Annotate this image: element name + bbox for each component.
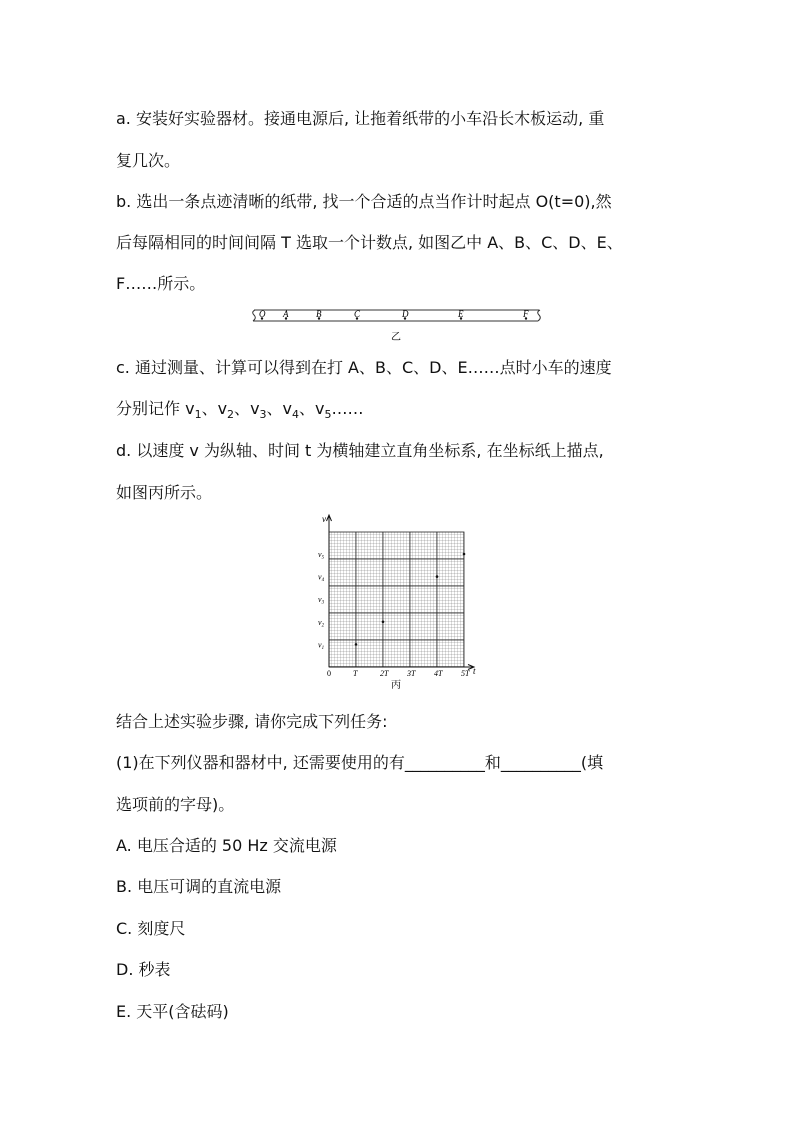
question-1-line-1: (1)在下列仪器和器材中, 还需要使用的有__________和__________(填 xyxy=(116,753,604,772)
tape-label-B: B xyxy=(316,309,322,319)
y-tick-label: v2 xyxy=(318,617,325,629)
question-1-line-2: 选项前的字母)。 xyxy=(116,795,235,814)
option-a: A. 电压合适的 50 Hz 交流电源 xyxy=(116,836,337,855)
velocity-symbol-4: $v_4$ xyxy=(282,399,300,421)
y-tick-label: v3 xyxy=(318,595,325,606)
step-d-line-2: 如图丙所示。 xyxy=(116,483,213,502)
step-c-line-1: c. 通过测量、计算可以得到在打 A、B、C、D、E……点时小车的速度 xyxy=(116,358,612,377)
velocity-subscript-2: 2 xyxy=(227,408,235,421)
data-point-4 xyxy=(463,553,466,556)
step-a-line-2: 复几次。 xyxy=(116,151,181,170)
velocity-symbol-3: $v_3$ xyxy=(250,399,267,421)
option-d: D. 秒表 xyxy=(116,960,171,979)
tape-label-O: O xyxy=(259,309,266,319)
velocity-symbol-5: $v_5$ xyxy=(315,399,332,421)
step-c-line-2 xyxy=(116,399,686,425)
x-tick-label: 5T xyxy=(461,669,470,678)
velocity-subscript-1: 1 xyxy=(194,408,202,421)
y-tick-label: v1 xyxy=(318,640,325,651)
option-b: B. 电压可调的直流电源 xyxy=(116,877,282,896)
x-tick-label: 4T xyxy=(434,669,443,678)
step-b-line-1: b. 选出一条点迹清晰的纸带, 找一个合适的点当作计时起点 O(t=0),然 xyxy=(116,192,612,211)
grid-background xyxy=(329,532,464,667)
x-tick-label: 3T xyxy=(407,669,416,678)
chart-caption: 丙 xyxy=(391,680,401,691)
velocity-separator: 、 xyxy=(234,399,251,418)
velocity-symbol-2: $v_2$ xyxy=(217,399,235,421)
tape-label-A: A xyxy=(283,309,289,319)
step-c-line-2-suffix: …… xyxy=(331,399,364,418)
task-intro: 结合上述实验步骤, 请你完成下列任务: xyxy=(116,712,388,731)
step-d-line-1: d. 以速度 v 为纵轴、时间 t 为横轴建立直角坐标系, 在坐标纸上描点, xyxy=(116,441,604,460)
x-tick-label: 0 xyxy=(327,669,331,678)
step-b-line-3: F……所示。 xyxy=(116,274,206,293)
option-c: C. 刻度尺 xyxy=(116,919,186,938)
tape-label-F: F xyxy=(523,309,529,319)
option-e: E. 天平(含砝码) xyxy=(116,1002,229,1021)
x-tick-label: T xyxy=(353,669,358,678)
x-tick-label: 2T xyxy=(380,669,389,678)
tape-label-C: C xyxy=(354,309,361,319)
data-point-3 xyxy=(436,575,439,578)
velocity-subscript-5: 5 xyxy=(324,408,332,421)
y-tick-label: v4 xyxy=(318,572,325,584)
velocity-symbol-1: $v_1$ xyxy=(185,399,202,421)
velocity-time-chart xyxy=(310,510,490,692)
velocity-subscript-4: 4 xyxy=(292,408,300,421)
data-point-2 xyxy=(382,621,385,624)
y-axis-label: v xyxy=(322,514,326,524)
velocity-list xyxy=(185,399,332,421)
velocity-separator: 、 xyxy=(201,399,218,418)
tape-label-E: E xyxy=(458,309,464,319)
tape-caption: 乙 xyxy=(391,332,401,343)
velocity-subscript-3: 3 xyxy=(259,408,267,421)
step-a-line-1: a. 安装好实验器材。接通电源后, 让拖着纸带的小车沿长木板运动, 重 xyxy=(116,109,605,128)
velocity-separator: 、 xyxy=(266,399,283,418)
step-c-line-2-prefix: 分别记作 xyxy=(116,399,186,418)
x-axis-label: t xyxy=(473,666,476,676)
y-tick-label: v5 xyxy=(318,550,325,561)
paper-tape-figure xyxy=(250,306,546,346)
step-b-line-2: 后每隔相同的时间间隔 T 选取一个计数点, 如图乙中 A、B、C、D、E、 xyxy=(116,233,623,252)
tape-label-D: D xyxy=(402,309,409,319)
velocity-separator: 、 xyxy=(299,399,316,418)
data-point-1 xyxy=(355,643,358,646)
